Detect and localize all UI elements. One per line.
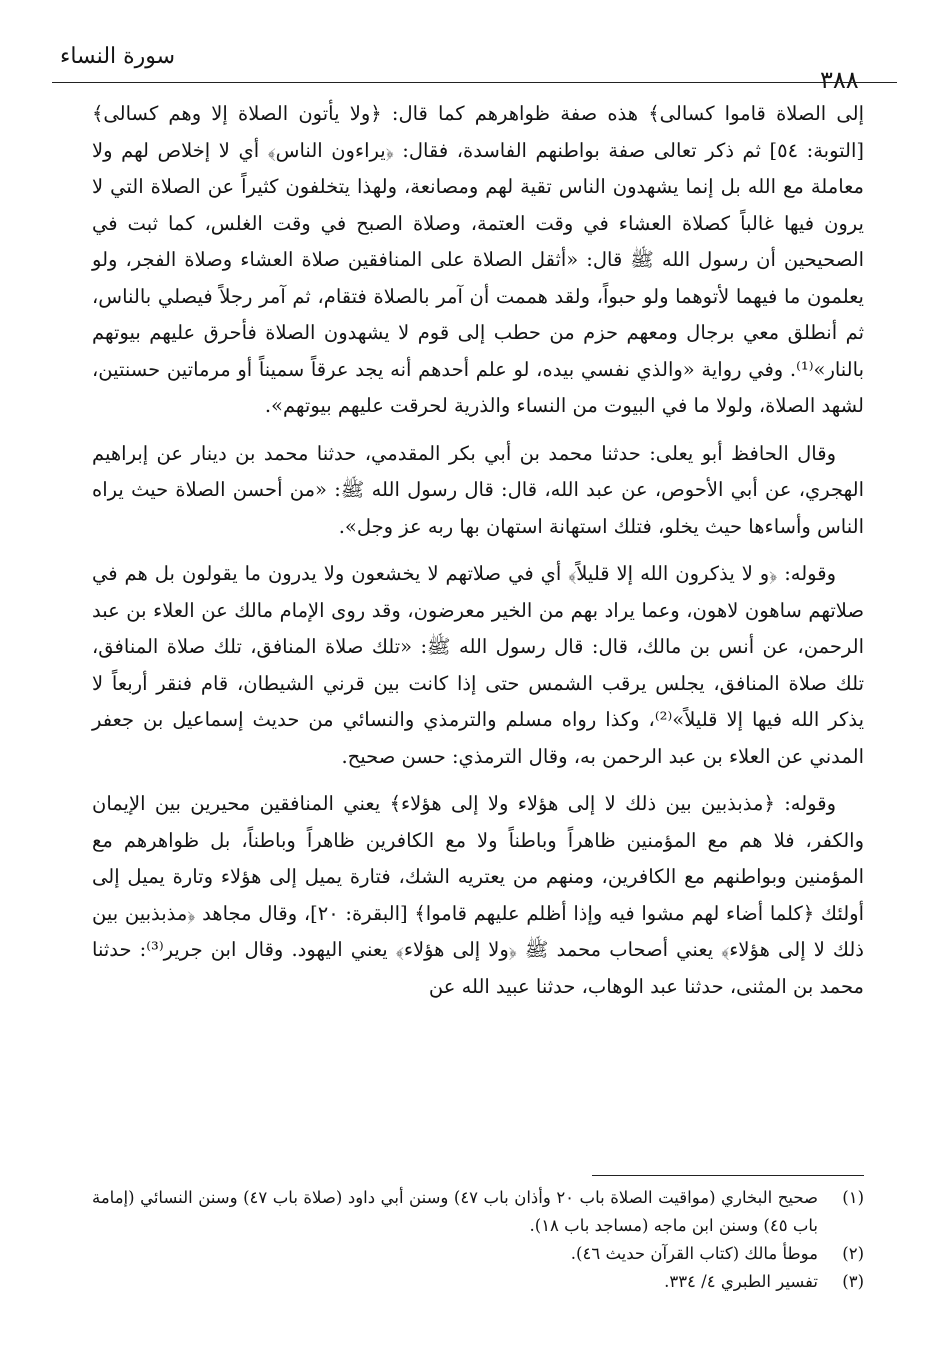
footnote-2 [92, 1240, 864, 1268]
footnote-number: (٢) [842, 1244, 864, 1263]
footnotes [92, 1184, 864, 1296]
footnote-number: (١) [842, 1188, 864, 1207]
footnote-text: تفسير الطبري ٤/ ٣٣٤. [664, 1272, 818, 1291]
footnote-1 [92, 1184, 864, 1240]
footnote-3 [92, 1268, 864, 1296]
footnote-rule [592, 1175, 864, 1176]
page-number: ٣٨٨ [820, 66, 859, 94]
paragraph-3: وقوله: ﴿و لا يذكرون الله إلا قليلاً﴾ أي في صلاتهم لا يخشعون ولا يدرون ما يقولون بل هم في صلاتهم ساهون لاهون، وعما يراد بهم من الخير معرضون، وقد روى الإمام مالك عن العلاء بن عبد الرحمن، عن أنس بن مالك، قال: قال رسول الله ﷺ: «تلك صلاة المنافق، تلك صلاة المنافق، تلك صلاة المنافق، يجلس يرقب الشمس حتى إذا كانت بين قرني الشيطان، قام فنقر أربعاً لا يذكر الله فيها إلا قليلاً»⁽²⁾، وكذا رواه مسلم والترمذي والنسائي من حديث إسماعيل بن جعفر المدني عن العلاء بن عبد الرحمن به، وقال الترمذي: حسن صحيح. [92, 562, 864, 768]
paragraph-4: وقوله: ﴿مذبذبين بين ذلك لا إلى هؤلاء ولا إلى هؤلاء﴾ يعني المنافقين محيرين بين الإيمان والكفر، فلا هم مع المؤمنين ظاهراً وباطناً ولا مع الكافرين ظاهراً وباطناً، بل ظواهرهم مع المؤمنين وبواطنهم مع الكافرين، ومنهم من يعتريه الشك، فتارة يميل إلى هؤلاء وتارة يميل إلى أولئك ﴿كلما أضاء لهم مشوا فيه وإذا أظلم عليهم قاموا﴾ [البقرة: ٢٠]، وقال مجاهد ﴿مذبذبين بين ذلك لا إلى هؤلاء﴾ يعني أصحاب محمد ﷺ ﴿ولا إلى هؤلاء﴾ يعني اليهود. وقال ابن جرير⁽³⁾: حدثنا محمد بن المثنى، حدثنا عبد الوهاب، حدثنا عبيد الله عن [92, 792, 864, 998]
footnote-text: صحيح البخاري (مواقيت الصلاة باب ٢٠ وأذان باب ٤٧) وسنن أبي داود (صلاة باب ٤٧) وسنن النسائي (إمامة باب ٤٥) وسنن ابن ماجه (مساجد باب ١٨). [92, 1188, 819, 1235]
paragraph-1: إلى الصلاة قاموا كسالى﴾ هذه صفة ظواهرهم كما قال: ﴿ولا يأتون الصلاة إلا وهم كسالى﴾ [التوبة: ٥٤] ثم ذكر تعالى صفة بواطنهم الفاسدة، فقال: ﴿يراءون الناس﴾ أي لا إخلاص لهم ولا معاملة مع الله بل إنما يشهدون الناس تقية لهم ومصانعة، ولهذا يتخلفون كثيراً عن الصلاة التي لا يرون فيها غالباً كصلاة العشاء في وقت العتمة، وصلاة الصبح في وقت الغلس، كما ثبت في الصحيحين أن رسول الله ﷺ قال: «أثقل الصلاة على المنافقين صلاة العشاء وصلاة الفجر، ولو يعلمون ما فيهما لأتوهما ولو حبواً، ولقد هممت أن آمر بالصلاة فتقام، ثم آمر رجلاً فيصلي بالناس، ثم أنطلق معي برجال ومعهم حزم من حطب إلى قوم لا يشهدون الصلاة فأحرق عليهم بيوتهم بالنار»⁽¹⁾. وفي رواية «والذي نفسي بيده، لو علم أحدهم أنه يجد عرقاً سميناً أو مرماتين حسنتين، لشهد الصلاة، ولولا ما في البيوت من النساء والذرية لحرقت عليهم بيوتهم». [92, 102, 865, 417]
header-rule [52, 82, 897, 83]
paragraph-2: وقال الحافظ أبو يعلى: حدثنا محمد بن أبي بكر المقدمي، حدثنا محمد بن دينار عن إبراهيم الهجري، عن أبي الأحوص، عن عبد الله، قال: قال رسول الله ﷺ: «من أحسن الصلاة حيث يراه الناس وأساءها حيث يخلو، فتلك استهانة استهان بها ربه عز وجل». [92, 441, 864, 538]
footnote-text: موطأ مالك (كتاب القرآن حديث ٤٦). [570, 1244, 818, 1263]
body-text [92, 96, 864, 1005]
surah-name-header: سورة النساء [60, 44, 176, 69]
footnote-number: (٣) [842, 1272, 864, 1291]
